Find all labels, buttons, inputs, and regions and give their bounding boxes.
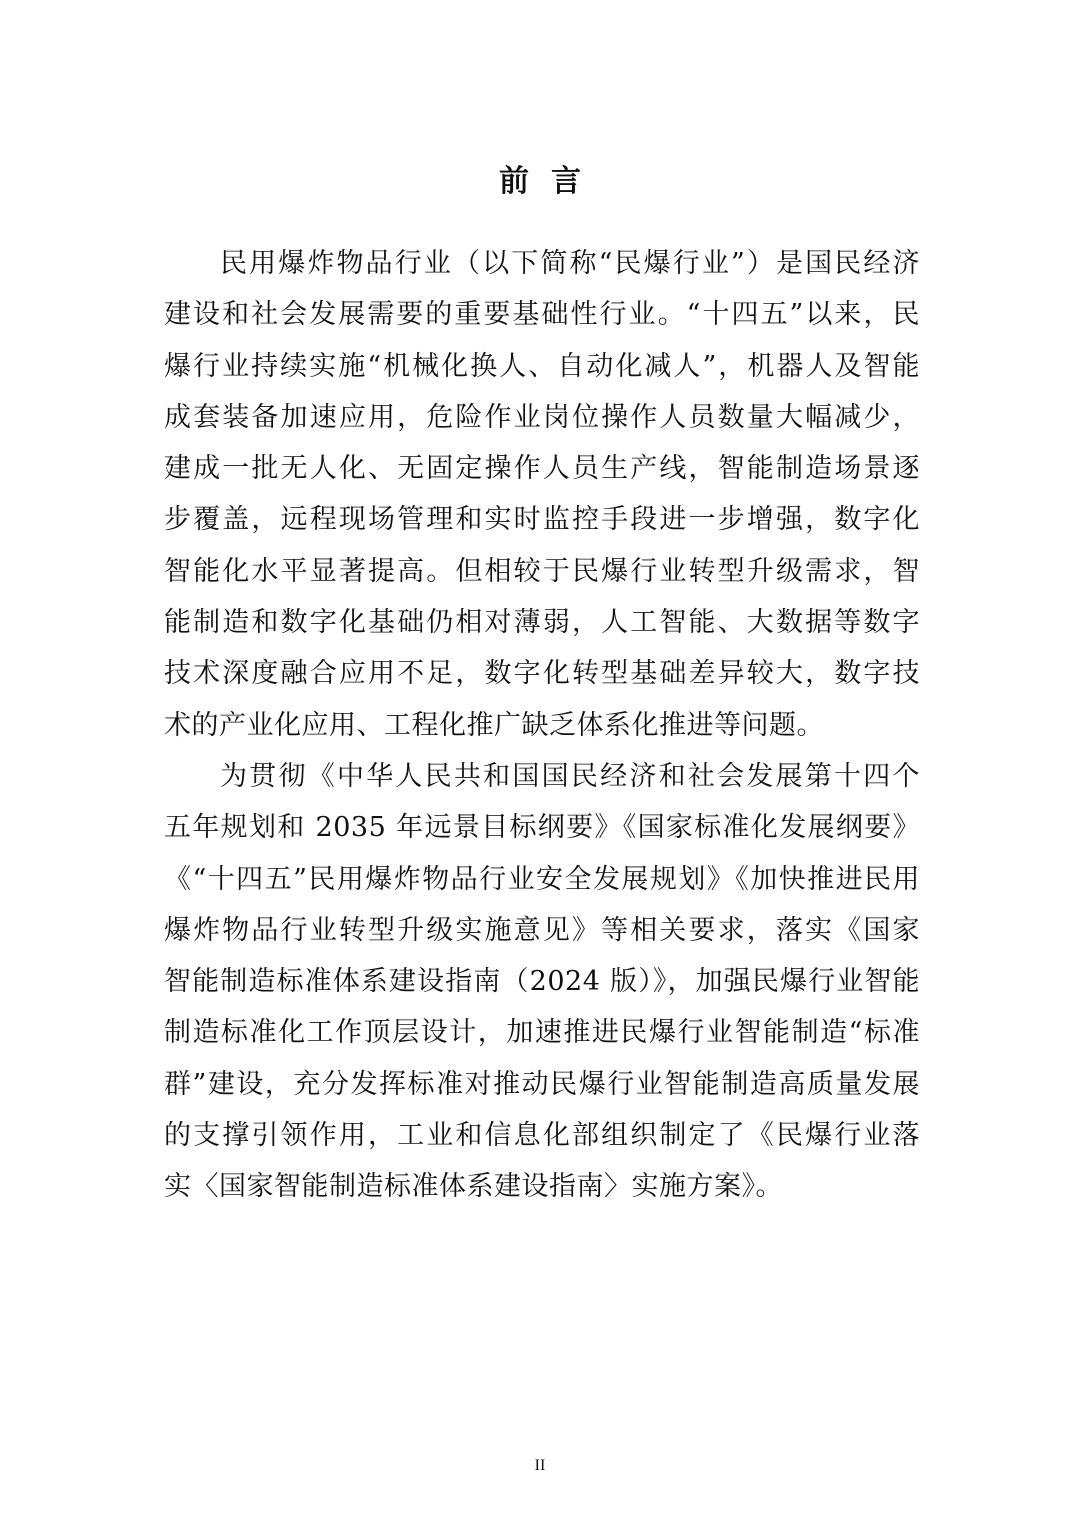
text-line: 智能制造标准体系建设指南（2024 版）》，加强民爆行业智能 [164, 966, 920, 998]
text-line: 建成一批无人化、无固定操作人员生产线，智能制造场景逐 [164, 453, 920, 485]
text-line: 《“十四五”民用爆炸物品行业安全发展规划》《加快推进民用 [164, 863, 920, 895]
text-line: 群”建设，充分发挥标准对推动民爆行业智能制造高质量发展 [164, 1068, 920, 1100]
body-text [164, 238, 920, 1213]
text-line: 建设和社会发展需要的重要基础性行业。“十四五”以来，民 [164, 299, 920, 331]
text-line: 爆炸物品行业转型升级实施意见》等相关要求，落实《国家 [164, 914, 920, 946]
text-line: 的支撑引领作用，工业和信息化部组织制定了《民爆行业落 [164, 1120, 920, 1152]
text-line: 能制造和数字化基础仍相对薄弱，人工智能、大数据等数字 [164, 607, 920, 639]
text-line: 爆行业持续实施“机械化换人、自动化减人”，机器人及智能 [164, 350, 920, 382]
text-line: 术的产业化应用、工程化推广缺乏体系化推进等问题。 [164, 709, 824, 741]
text-line: 技术深度融合应用不足，数字化转型基础差异较大，数字技 [164, 658, 920, 690]
page-title: 前言 [499, 164, 603, 199]
paragraph-2 [164, 751, 920, 1213]
text-line: 成套装备加速应用，危险作业岗位操作人员数量大幅减少， [164, 401, 920, 433]
text-line: 民用爆炸物品行业（以下简称“民爆行业”）是国民经济 [220, 248, 920, 279]
page-number: II [534, 1457, 546, 1474]
text-line: 智能化水平显著提高。但相较于民爆行业转型升级需求，智 [164, 555, 920, 587]
text-line: 实〈国家智能制造标准体系建设指南〉实施方案》。 [164, 1171, 783, 1203]
text-line: 步覆盖，远程现场管理和实时监控手段进一步增强，数字化 [164, 504, 920, 536]
text-line: 为贯彻《中华人民共和国国民经济和社会发展第十四个 [220, 760, 920, 792]
text-line: 制造标准化工作顶层设计，加速推进民爆行业智能制造“标准 [164, 1017, 920, 1049]
paragraph-1 [164, 238, 920, 751]
text-line: 五年规划和 2035 年远景目标纲要》《国家标准化发展纲要》 [164, 812, 920, 844]
